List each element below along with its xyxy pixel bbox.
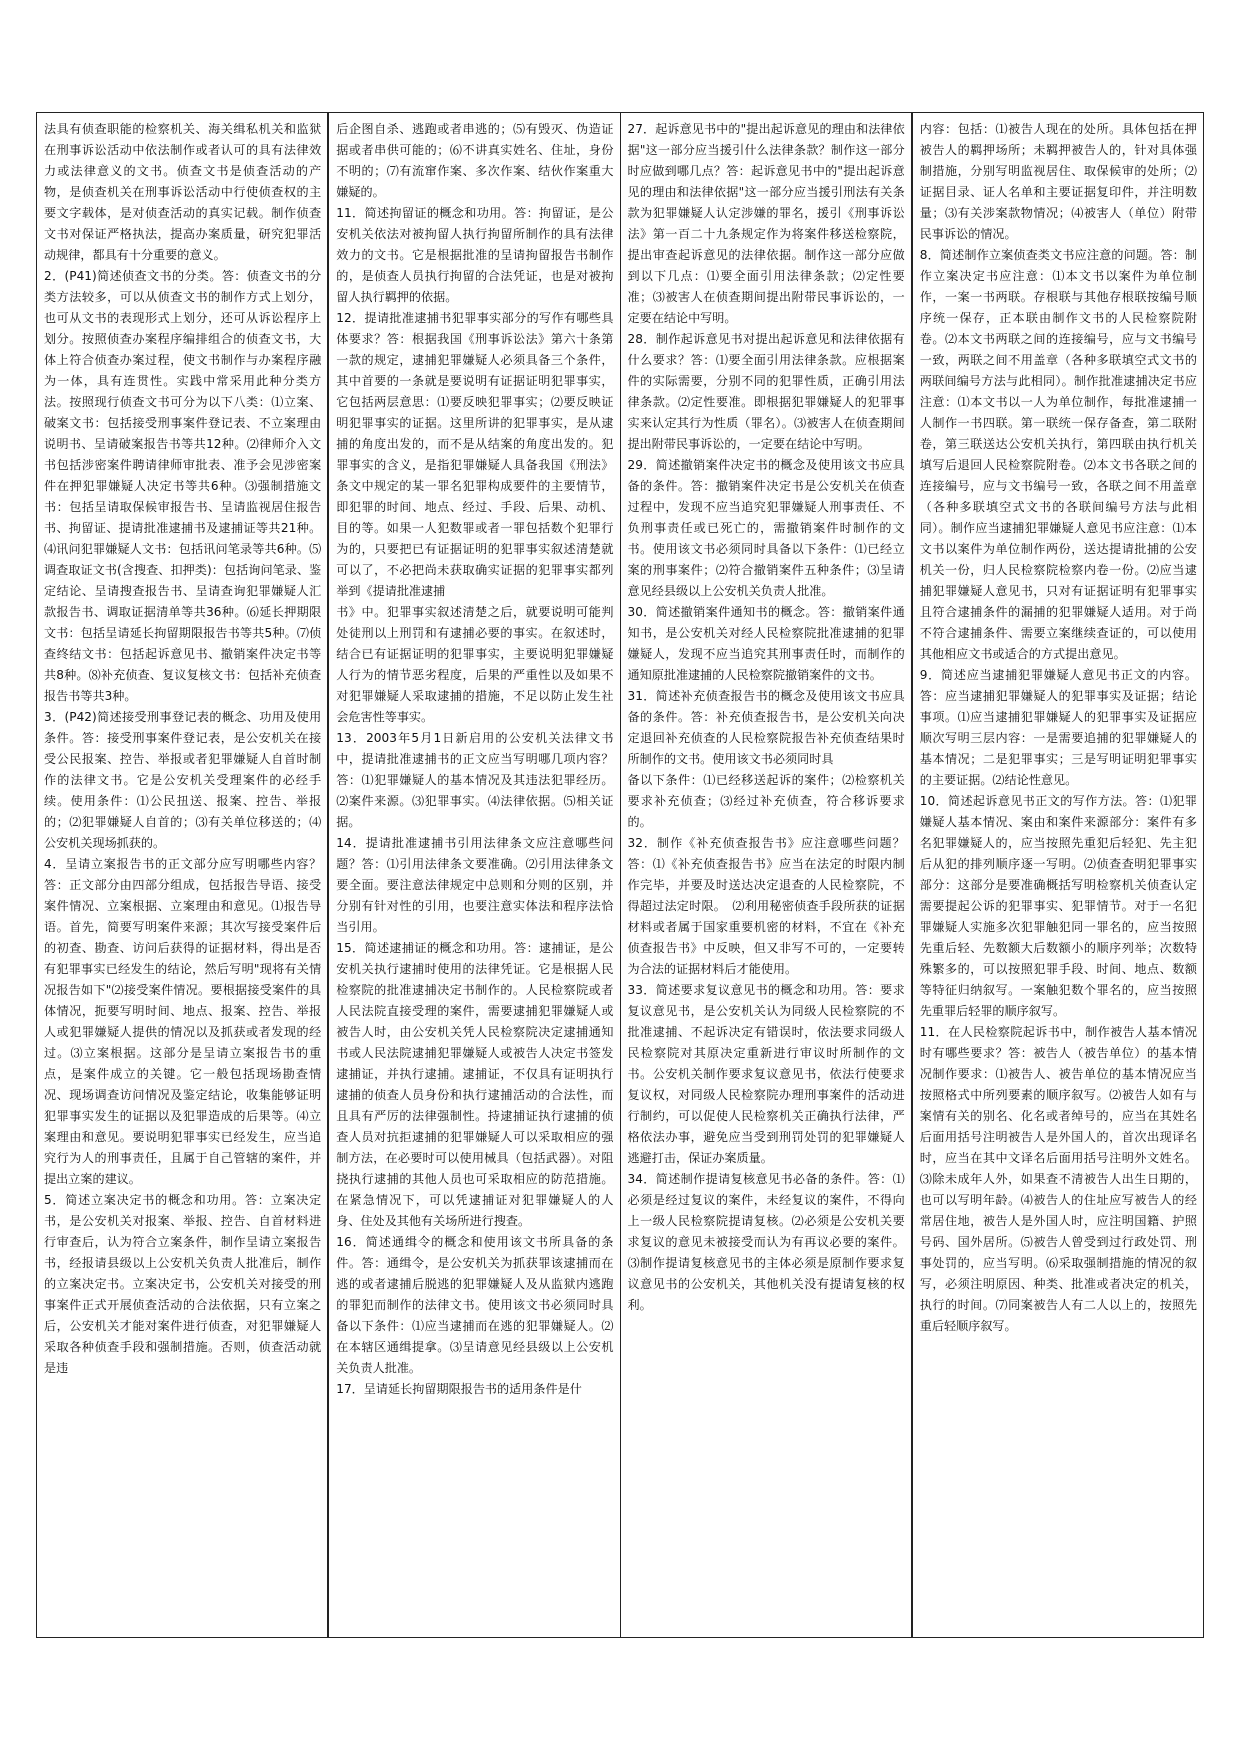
- col1-paragraph-5: 5．简述立案决定书的概念和功用。答：立案决定书，是公安机关对报案、举报、控告、自首材料进行审查后，认为符合立案条件，制作呈请立案报告书，经报请县级以上公安机关负责人批准后，制作的立案决定书。立案决定书，公安机关对接受的刑事案件正式开展侦查活动的合法依据，只有立案之后，公安机关才能对案件进行侦查，对犯罪嫌疑人采取各种侦查手段和强制措施。否则，侦查活动就是违: [44, 1193, 322, 1375]
- col1-paragraph-1: 法具有侦查职能的检察机关、海关缉私机关和监狱在刑事诉讼活动中依法制作或者认可的具有法律效力或法律意义的文书。侦查文书是侦查活动的产物，是侦查机关在刑事诉讼活动中行使侦查权的主要文字载体，是对侦查活动的真实记载。制作侦查文书对保证严格执法，提高办案质量，研究犯罪活动规律，都具有十分重要的意义。: [44, 122, 322, 262]
- col2-paragraph-4: 书》中。犯罪事实叙述清楚之后，就要说明可能判处徒刑以上刑罚和有逮捕必要的事实。在叙述时，结合已有证据证明的犯罪事实，主要说明犯罪嫌疑人行为的情节恶劣程度，后果的严重性以及如果不对犯罪嫌疑人采取逮捕的措施，不足以防止发生社会危害性等事实。: [336, 605, 614, 724]
- col1-paragraph-4: 4．呈请立案报告书的正文部分应写明哪些内容？答：正文部分由四部分组成，包括报告导语、接受案件情况、立案根据、立案理由和意见。⑴报告导语。首先，简要写明案件来源；其次写接受案件后的初查、勘查、访问后获得的证据材料，得出是否有犯罪事实已经发生的结论，然后写明"现将有关情况报告如下"⑵接受案件情况。要根据接受案件的具体情况，扼要写明时间、地点、报案、控告、举报人或犯罪嫌疑人提供的情况以及抓获或者发现的经过。⑶立案根据。这部分是呈请立案报告书的重点，是案件成立的关键。它一般包括现场勘查情况、现场调查访问情况及鉴定结论，收集能够证明犯罪事实发生的证据以及犯罪造成的后果等。⑷立案理由和意见。要说明犯罪事实已经发生，应当追究行为人的刑事责任，且属于自己管辖的案件，并提出立案的建议。: [44, 857, 322, 1186]
- col4-paragraph-2: 8．简述制作立案侦查类文书应注意的问题。答：制作立案决定书应注意：⑴本文书以案件为单位制作，一案一书两联。存根联与其他存根联按编号顺序统一保存，正本联由制作文书的人民检察院附卷。⑵本文书两联之间的连接编号，应与文书编号一致，两联之间不用盖章（各种多联填空式文书的两联间编号方法与此相同）。制作批准逮捕决定书应注意：⑴本文书以一人为单位制作，每批准逮捕一人制作一书四联。第一联统一保存备查，第二联附卷，第三联送达公安机关执行，第四联由执行机关填写后退回人民检察院附卷。⑵本文书各联之间的连接编号，应与文书编号一致，各联之间不用盖章（各种多联填空式文书的各联间编号方法与此相同）。制作应当逮捕犯罪嫌疑人意见书应注意：⑴本文书以案件为单位制作两份，送达提请批捕的公安机关一份，归人民检察院检察内卷一份。⑵应当逮捕犯罪嫌疑人意见书，只对有证据证明有犯罪事实且符合逮捕条件的漏捕的犯罪嫌疑人适用。对于尚不符合逮捕条件、需要立案继续查证的，可以使用其他相应文书或适合的方式提出意见。: [919, 248, 1197, 661]
- col2-paragraph-2: 11．简述拘留证的概念和功用。答：拘留证，是公安机关依法对被拘留人执行拘留所制作的具有法律效力的文书。它是根据批准的呈请拘留报告书制作的，是侦查人员执行拘留的合法凭证，也是对被拘留人执行羁押的依据。: [336, 206, 614, 304]
- col2-paragraph-7: 15．简述逮捕证的概念和功用。答：逮捕证，是公安机关执行逮捕时使用的法律凭证。它是根据人民检察院的批准逮捕决定书制作的。人民检察院或者人民法院直接受理的案件，需要逮捕犯罪嫌疑人或被告人时，由公安机关凭人民检察院决定逮捕通知书或人民法院逮捕犯罪嫌疑人或被告人决定书签发逮捕证，并执行逮捕。逮捕证，不仅具有证明执行逮捕的侦查人员身份和执行逮捕活动的合法性，而且具有严厉的法律强制性。持逮捕证执行逮捕的侦查人员对抗拒逮捕的犯罪嫌疑人可以采取相应的强制方法，在必要时可以使用械具（包括武器）。对阻挠执行逮捕的其他人员也可采取相应的防范措施。在紧急情况下，可以凭逮捕证对犯罪嫌疑人的人身、住处及其他有关场所进行搜查。: [336, 941, 614, 1228]
- col3-paragraph-3: 29．简述撤销案件决定书的概念及使用该文书应具备的条件。答：撤销案件决定书是公安机关在侦查过程中，发现不应当追究犯罪嫌疑人刑事责任、不负刑事责任或已死亡的，需撤销案件时制作的文书。使用该文书必须同时具备以下条件：⑴已经立案的刑事案件；⑵符合撤销案件五种条件；⑶呈请意见经县级以上公安机关负责人批准。: [627, 458, 905, 598]
- col2-paragraph-6: 14．提请批准逮捕书引用法律条文应注意哪些问题？答：⑴引用法律条文要准确。⑵引用法律条文要全面。要注意法律规定中总则和分则的区别，并分别有针对性的引用，也要注意实体法和程序法恰当引用。: [336, 836, 614, 934]
- col4-paragraph-1: 内容：包括：⑴被告人现在的处所。具体包括在押被告人的羁押场所；未羁押被告人的，针对具体强制措施，分别写明监视居住、取保候审的处所；⑵证据目录、证人名单和主要证据复印件，并注明数量；⑶有关涉案款物情况；⑷被害人（单位）附带民事诉讼的情况。: [919, 122, 1197, 241]
- col3-paragraph-2: 28．制作起诉意见书对提出起诉意见和法律依据有什么要求？答：⑴要全面引用法律条款。应根据案件的实际需要，分别不同的犯罪性质，正确引用法律条款。⑵定性要准。即根据犯罪嫌疑人的犯罪事实来认定其行为性质（罪名）。⑶被害人在侦查期间提出附带民事诉讼的，一定要在结论中写明。: [627, 332, 905, 451]
- col1-paragraph-2: 2．(P41)简述侦查文书的分类。答：侦查文书的分类方法较多，可以从侦查文书的制作方式上划分，也可从文书的表现形式上划分，还可从诉讼程序上划分。按照侦查办案程序编排组合的侦查文书，大体上符合侦查办案过程，使文书制作与办案程序融为一体，具有连贯性。实践中常采用此种分类方法。按照现行侦查文书可分为以下八类：⑴立案、破案文书：包括接受刑事案件登记表、不立案理由说明书、呈请破案报告书等共12种。⑵律师介入文书包括涉密案件聘请律师审批表、准予会见涉密案件在押犯罪嫌疑人决定书等共6种。⑶强制措施文书：包括呈请取保候审报告书、呈请监视居住报告书、拘留证、提请批准逮捕书及逮捕证等共21种。⑷讯问犯罪嫌疑人文书：包括讯问笔录等共6种。⑸调查取证文书(含搜查、扣押类)：包括询问笔录、鉴定结论、呈请搜查报告书、呈请查询犯罪嫌疑人汇款报告书、调取证据清单等共36种。⑹延长押期限文书：包括呈请延长拘留期限报告书等共5种。⑺侦查终结文书：包括起诉意见书、撤销案件决定书等共8种。⑻补充侦查、复议复核文书：包括补充侦查报告书等共3种。: [44, 269, 322, 703]
- col3-paragraph-7: 32．制作《补充侦查报告书》应注意哪些问题？答：⑴《补充侦查报告书》应当在法定的时限内制作完毕，并要及时送达决定退查的人民检察院，不得超过法定时限。 ⑵利用秘密侦查手段所获的证据材料或者属于国家重要机密的材料，不宜在《补充侦查报告书》中反映，但又非写不可的，一定要转为合法的证据材料后才能使用。: [627, 836, 905, 976]
- col2-paragraph-5: 13．2003年5月1日新启用的公安机关法律文书中，提请批准逮捕书的正文应当写明哪几项内容？答：⑴犯罪嫌疑人的基本情况及其违法犯罪经历。⑵案件来源。⑶犯罪事实。⑷法律依据。⑸相关证据。: [336, 731, 614, 829]
- col2-paragraph-8: 16．简述通缉令的概念和使用该文书所具备的条件。答：通缉令，是公安机关为抓获罪该逮捕而在逃的或者逮捕后脱逃的犯罪嫌疑人及从监狱内逃跑的罪犯而制作的法律文书。使用该文书必须同时具备以下条件：⑴应当逮捕而在逃的犯罪嫌疑人。⑵在本辖区通缉提拿。⑶呈请意见经县级以上公安机关负责人批准。: [336, 1235, 614, 1375]
- col2-paragraph-3: 12．提请批准逮捕书犯罪事实部分的写作有哪些具体要求？答：根据我国《刑事诉讼法》第六十条第一款的规定，逮捕犯罪嫌疑人必须具备三个条件，其中首要的一条就是要说明有证据证明犯罪事实，它包括两层意思：⑴要反映犯罪事实；⑵要反映证明犯罪事实的证据。这里所讲的犯罪事实，是从逮捕的角度出发的，而不是从结案的角度出发的。犯罪事实的含义，是指犯罪嫌疑人具备我国《刑法》条文中规定的某一罪名犯罪构成要件的主要情节，即犯罪的时间、地点、经过、手段、后果、动机、目的等。如果一人犯数罪或者一罪包括数个犯罪行为的，只要把已有证据证明的犯罪事实叙述清楚就可以了，不必把尚未获取确实证据的犯罪事实都列举到《提请批准逮捕: [336, 311, 614, 598]
- col3-paragraph-9: 34．简述制作提请复核意见书必备的条件。答：⑴必须是经过复议的案件，未经复议的案件，不得向上一级人民检察院提请复核。⑵必须是公安机关要求复议的意见未被接受而认为有再议必要的案件。⑶制作提请复核意见书的主体必须是原制作要求复议意见书的公安机关，其他机关没有提请复核的权利。: [627, 1172, 905, 1312]
- col3-paragraph-4: 30．简述撤销案件通知书的概念。答：撤销案件通知书，是公安机关对经人民检察院批准逮捕的犯罪嫌疑人，发现不应当追究其刑事责任时，而制作的通知原批准逮捕的人民检察院撤销案件的文书。: [627, 605, 905, 682]
- document-page: [36, 112, 1204, 1638]
- col3-paragraph-5: 31．简述补充侦查报告书的概念及使用该文书应具备的条件。答：补充侦查报告书，是公安机关向决定退回补充侦查的人民检察院报告补充侦查结果时所制作的文书。使用该文书必须同时具: [627, 689, 905, 766]
- col4-paragraph-4: 10．简述起诉意见书正文的写作方法。答：⑴犯罪嫌疑人基本情况、案由和案件来源部分：案件有多名犯罪嫌疑人的，应当按照先重犯后轻犯、先主犯后从犯的排列顺序逐一写明。⑵侦查查明犯罪事实部分：这部分是要准确概括写明检察机关侦查认定需要提起公诉的犯罪事实、犯罪情节。对于一名犯罪嫌疑人实施多次犯罪触犯同一罪名的，应当按照先重后轻、先数额大后数额小的顺序列举；次数特殊繁多的，可以按照犯罪手段、时间、地点、数额等特征归纳叙写。一案触犯数个罪名的，应当按照先重罪后轻罪的顺序叙写。: [919, 794, 1197, 1018]
- col4-paragraph-5: 11．在人民检察院起诉书中，制作被告人基本情况时有哪些要求？答：被告人（被告单位）的基本情况制作要求：⑴被告人、被告单位的基本情况应当按照格式中所列要素的顺序叙写。⑵被告人如有与案情有关的别名、化名或者绰号的，应当在其姓名后面用括号注明被告人是外国人的，首次出现译名时，应当在其中文译名后面用括号注明外文姓名。⑶除未成年人外，如果查不清被告人出生日期的，也可以写明年龄。⑷被告人的住址应写被告人的经常居住地，被告人是外国人时，应注明国籍、护照号码、国外居所。⑸被告人曾受到过行政处罚、刑事处罚的，应当写明。⑹采取强制措施的情况的叙写，必须注明原因、种类、批准或者决定的机关，执行的时间。⑺同案被告人有二人以上的，按照先重后轻顺序叙写。: [919, 1025, 1197, 1333]
- col3-paragraph-1: 27．起诉意见书中的"提出起诉意见的理由和法律依据"这一部分应当援引什么法律条款？制作这一部分时应做到哪几点？答：起诉意见书中的"提出起诉意见的理由和法律依据"这一部分应当援引刑法有关条款为犯罪嫌疑人认定涉嫌的罪名，援引《刑事诉讼法》第一百二十九条规定作为将案件移送检察院，提出审查起诉意见的法律依据。制作这一部分应做到以下几点：⑴要全面引用法律条款；⑵定性要准；⑶被害人在侦查期间提出附带民事诉讼的，一定要在结论中写明。: [627, 122, 905, 325]
- col3-paragraph-6: 备以下条件：⑴已经移送起诉的案件；⑵检察机关要求补充侦查；⑶经过补充侦查，符合移诉要求的。: [627, 773, 905, 829]
- col1-paragraph-3: 3．(P42)简述接受刑事登记表的概念、功用及使用条件。答：接受刑事案件登记表，是公安机关在接受公民报案、控告、举报或者犯罪嫌疑人自首时制作的法律文书。它是公安机关受理案件的必经手续。使用条件：⑴公民扭送、报案、控告、举报的；⑵犯罪嫌疑人自首的；⑶有关单位移送的；⑷公安机关现场抓获的。: [44, 710, 322, 850]
- col2-paragraph-1: 后企图自杀、逃跑或者串逃的；⑸有毁灭、伪造证据或者串供可能的；⑹不讲真实姓名、住址，身份不明的；⑺有流窜作案、多次作案、结伙作案重大嫌疑的。: [336, 122, 614, 199]
- col4-paragraph-3: 9．简述应当逮捕犯罪嫌疑人意见书正文的内容。答：应当逮捕犯罪嫌疑人的犯罪事实及证据；结论事项。⑴应当逮捕犯罪嫌疑人的犯罪事实及证据应顺次写明三层内容：一是需要追捕的犯罪嫌疑人的基本情况；二是犯罪事实；三是写明证明犯罪事实的主要证据。⑵结论性意见。: [919, 668, 1197, 787]
- column-3: [620, 113, 911, 1637]
- column-4: [911, 113, 1203, 1637]
- col3-paragraph-8: 33．简述要求复议意见书的概念和功用。答：要求复议意见书，是公安机关认为同级人民检察院的不批准逮捕、不起诉决定有错误时，依法要求同级人民检察院对其原决定重新进行审议时所制作的文书。公安机关制作要求复议意见书，依法行使要求复议权，对同级人民检察院办理刑事案件的活动进行制约，可以促使人民检察机关正确执行法律，严格依法办事，避免应当受到刑罚处罚的犯罪嫌疑人逃避打击，保证办案质量。: [627, 983, 905, 1165]
- col2-paragraph-9: 17．呈请延长拘留期限报告书的适用条件是什: [336, 1382, 582, 1396]
- column-1: [37, 113, 327, 1637]
- column-2: [327, 113, 619, 1637]
